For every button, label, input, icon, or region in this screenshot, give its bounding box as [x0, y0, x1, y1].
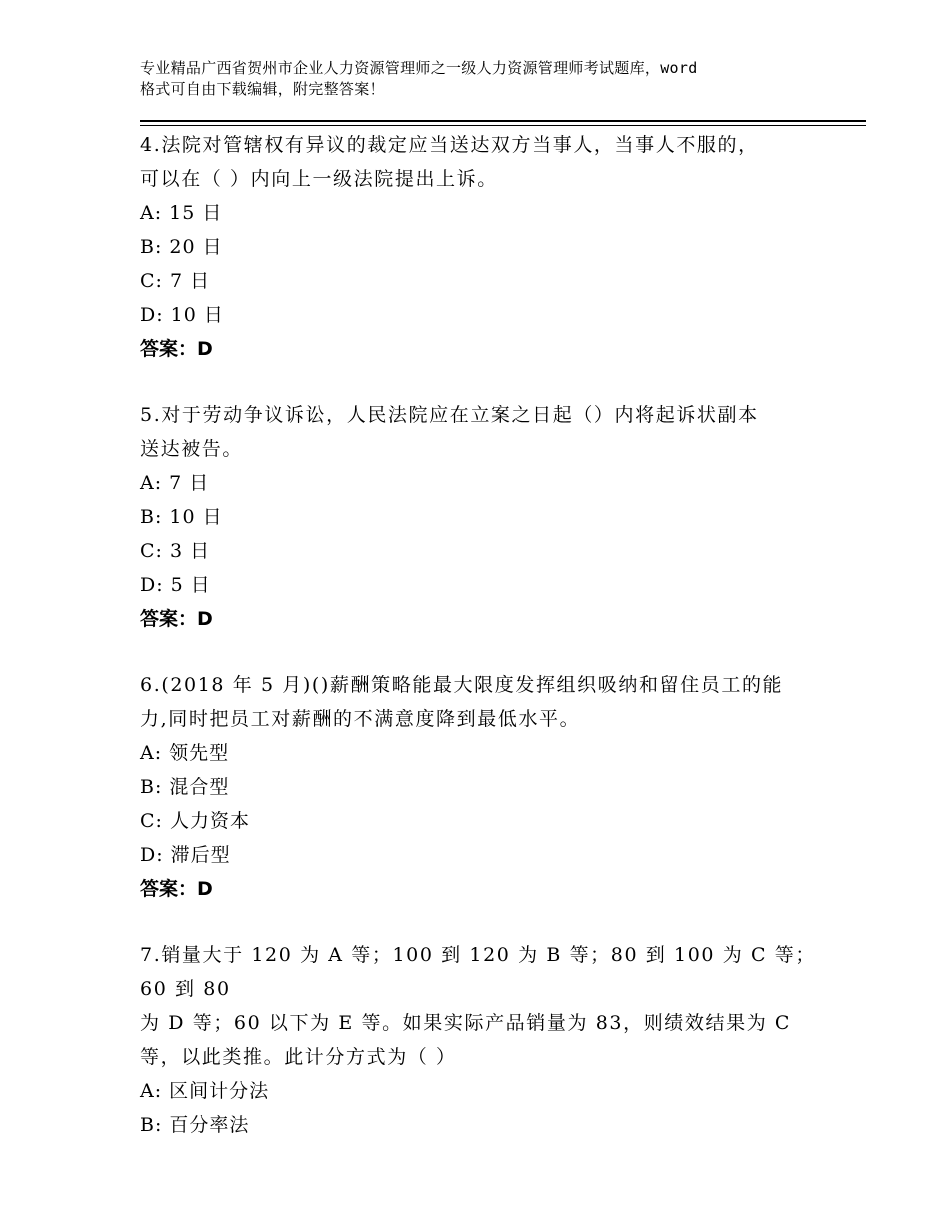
- answer: 答案：D: [140, 338, 213, 360]
- answer: 答案：D: [140, 608, 213, 630]
- question-6: [140, 668, 830, 906]
- stem-line: 4.法院对管辖权有异议的裁定应当送达双方当事人，当事人不服的，: [140, 134, 759, 156]
- stem-line: 送达被告。: [140, 438, 244, 460]
- option-d: D: 5 日: [140, 574, 211, 596]
- option-a: A: 区间计分法: [140, 1080, 270, 1102]
- option-a: A: 领先型: [140, 742, 230, 764]
- option-c: C: 7 日: [140, 270, 211, 292]
- question-stem: [140, 128, 830, 196]
- header-line-2: 格式可自由下载编辑，附完整答案！: [140, 80, 385, 98]
- stem-line: 5.对于劳动争议诉讼，人民法院应在立案之日起（）内将起诉状副本: [140, 404, 759, 426]
- header-divider-thick: [140, 120, 866, 122]
- option-a: A: 7 日: [140, 472, 210, 494]
- option-a: A: 15 日: [140, 202, 223, 224]
- stem-line: 等，以此类推。此计分方式为（ ）: [140, 1046, 457, 1068]
- document-header: [140, 58, 840, 100]
- option-c: C: 人力资本: [140, 810, 250, 832]
- stem-line: 力,同时把员工对薪酬的不满意度降到最低水平。: [140, 708, 581, 730]
- question-stem: [140, 938, 830, 1074]
- stem-line: 可以在（ ）内向上一级法院提出上诉。: [140, 168, 498, 190]
- header-divider-thin: [140, 125, 866, 126]
- stem-line: 6.(2018 年 5 月)()薪酬策略能最大限度发挥组织吸纳和留住员工的能: [140, 674, 784, 696]
- question-stem: [140, 668, 830, 736]
- option-d: D: 10 日: [140, 304, 224, 326]
- option-b: B: 10 日: [140, 506, 223, 528]
- question-7: [140, 938, 830, 1142]
- answer: 答案：D: [140, 878, 213, 900]
- question-stem: [140, 398, 830, 466]
- option-d: D: 滞后型: [140, 844, 231, 866]
- option-b: B: 20 日: [140, 236, 223, 258]
- option-b: B: 百分率法: [140, 1114, 250, 1136]
- header-line-1: 专业精品广西省贺州市企业人力资源管理师之一级人力资源管理师考试题库，word: [140, 59, 698, 77]
- question-4: [140, 128, 830, 366]
- stem-line: 为 D 等；60 以下为 E 等。如果实际产品销量为 83，则绩效结果为 C: [140, 1012, 792, 1034]
- question-list: [140, 128, 830, 1174]
- stem-line: 7.销量大于 120 为 A 等；100 到 120 为 B 等；80 到 100 为 C 等；60 到 80: [140, 944, 816, 1000]
- option-b: B: 混合型: [140, 776, 230, 798]
- question-5: [140, 398, 830, 636]
- option-c: C: 3 日: [140, 540, 211, 562]
